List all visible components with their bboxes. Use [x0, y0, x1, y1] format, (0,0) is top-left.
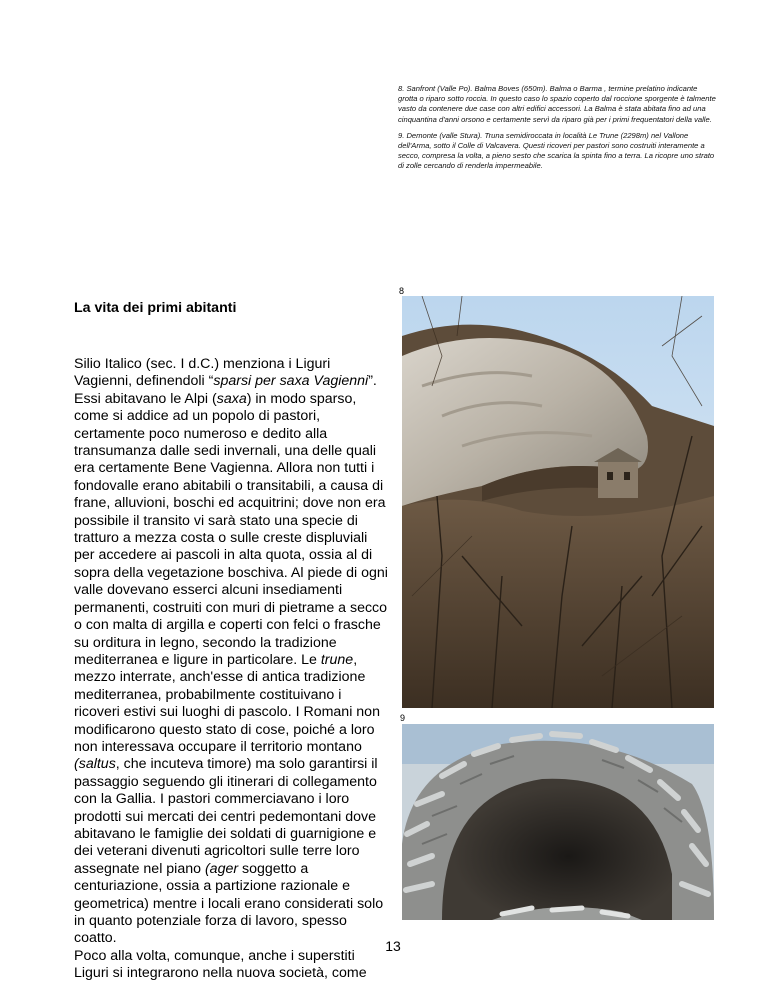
figure-9-photo-truna	[402, 724, 714, 920]
section-title: La vita dei primi abitanti	[74, 300, 237, 316]
caption-figure-9: 9. Demonte (valle Stura). Truna semidiroccata in località Le Trune (2298m) nel Vallone dell'Arma, sotto il Colle di Valcavera. Questi ricoveri per pastori sono costruiti interamente a secco, compresa la volta, a pieno sesto che scarica la spinta fino a terra. La ricopre uno strato di zolle cercando di renderla impermeabile.	[398, 130, 715, 171]
body-text: Silio Italico (sec. I d.C.) menziona i Liguri Vagienni, definendoli “sparsi per saxa Vagienni”. Essi abitavano le Alpi (saxa) in modo sparso, come si addice ad un popolo di pastori, certamente poco numeroso e dedito alla transumanza dalle sedi invernali, una delle quali era certamente Bene Vagienna. Allora non tutti i fondovalle erano abitabili o transitabili, a causa di frane, alluvioni, boschi ed acquitrini; dove non era possibile il transito vi sarà stato una specie di tratturo a mezza costa o sulle creste displuviali per accedere ai pascoli in alta quota, ossia al di sopra della vegetazione boschiva. Al piede di ogni valle dovevano esserci alcuni insediamenti permanenti, costruiti con muri di pietrame a secco o con malta di argilla e coperti con felci o frasche su orditura in legno, secondo la tradizione mediterranea e ligure in particolare. Le trune, mezzo interrate, anch'esse di antica tradizione mediterranea, probabilmente costituivano i ricoveri estivi sui luoghi di pascolo. I Romani non modificarono questo stato di cose, poiché a loro non interessava occupare il territorio montano (saltus, che incuteva timore) ma solo garantirsi il passaggio seguendo gli itinerari di collegamento con la Gallia. I pastori commerciavano i loro prodotti sui mercati dei centri pedemontani dove abitavano le famiglie dei soldati di guarnigione e dei veterani divenuti agricoltori sulle terre loro assegnate nel piano (ager soggetto a centuriazione, ossia a partizione razionale e geometrica) mentre i locali erano considerati solo in quanto potenziale forza di lavoro, spesso coatto. Poco alla volta, comunque, anche i superstiti Liguri si integrarono nella nuova società, come	[74, 356, 388, 982]
figure-captions	[398, 84, 716, 178]
figure-9-number: 9	[400, 713, 406, 723]
caption-figure-8: 8. Sanfront (Valle Po). Balma Boves (650m). Balma o Barma , termine prelatino indicante grotta o riparo sotto roccia. In questo caso lo spazio coperto dal roccione sporgente è talmente vasto da contenere due case con altri edifici accessori. La Balma è stata abitata fino ad una cinquantina d'anni orsono e certamente servì da riparo già per i primi frequentatori della valle.	[398, 84, 716, 124]
page-number: 13	[385, 938, 401, 954]
figure-8-number: 8	[399, 286, 405, 296]
figure-8-photo-rock-shelter	[402, 296, 714, 708]
